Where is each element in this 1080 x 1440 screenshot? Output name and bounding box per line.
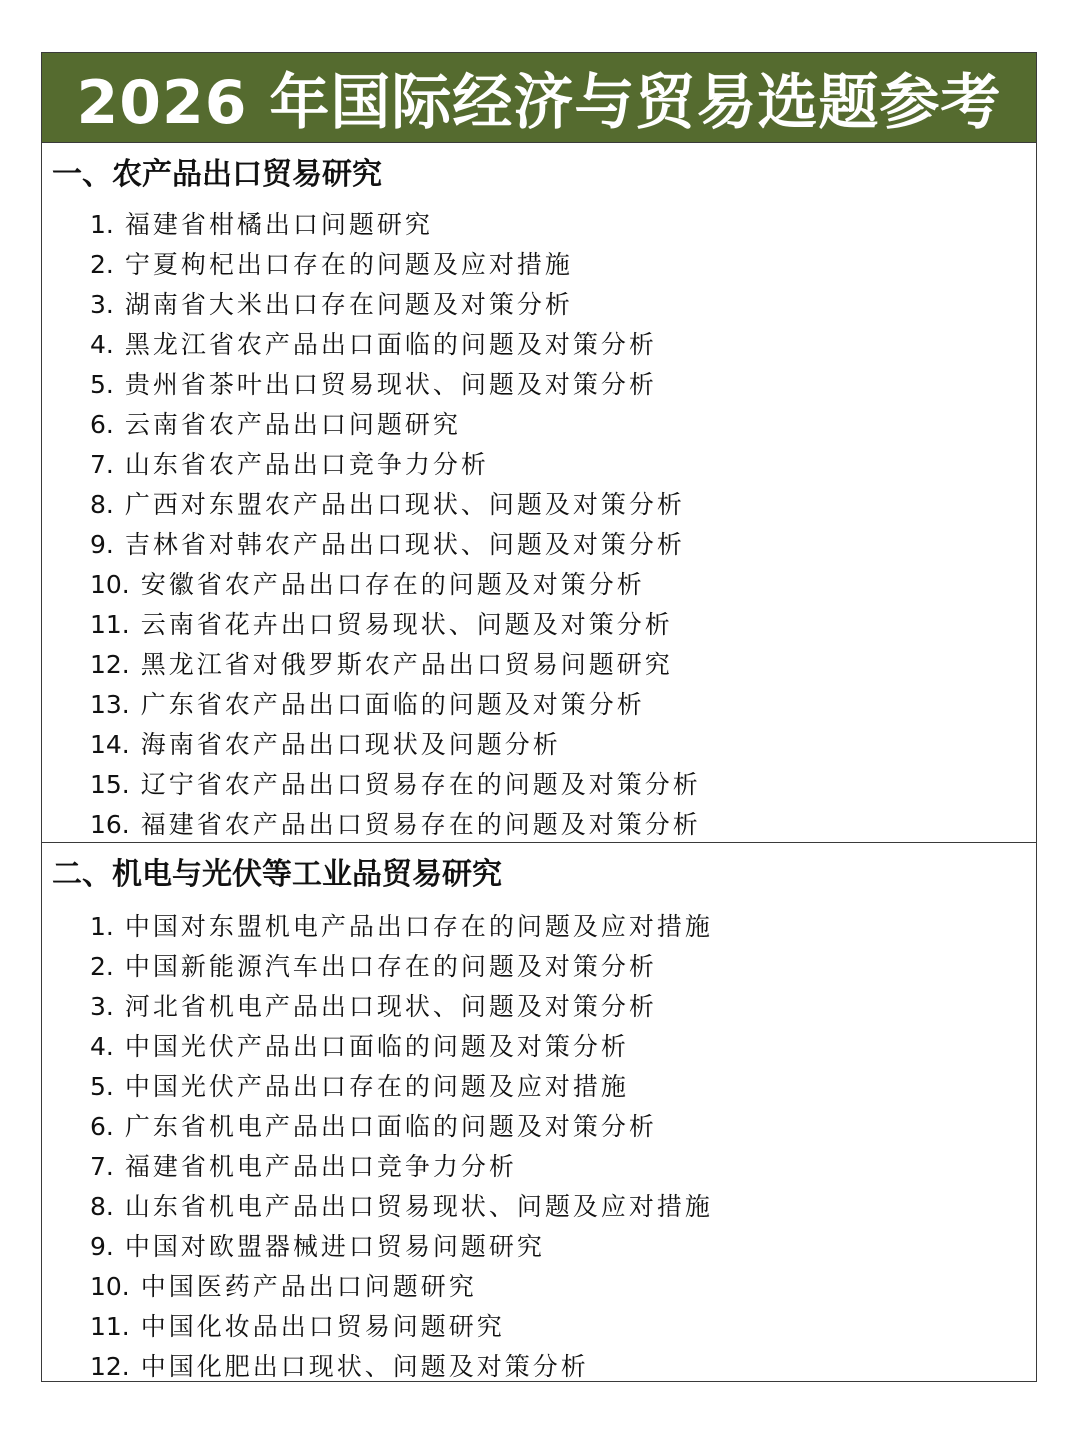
list-item (90, 907, 713, 947)
item-text: 河北省机电产品出口现状、问题及对策分析 (124, 992, 657, 1021)
list-item (90, 1187, 713, 1227)
item-number: 15. (90, 770, 130, 799)
item-text: 湖南省大米出口存在问题及对策分析 (124, 290, 573, 319)
item-number: 8. (90, 1192, 114, 1221)
list-item (90, 245, 701, 285)
item-number: 11. (90, 610, 130, 639)
item-text: 广西对东盟农产品出口现状、问题及对策分析 (124, 490, 685, 519)
item-text: 福建省机电产品出口竞争力分析 (124, 1152, 517, 1181)
item-number: 1. (90, 912, 114, 941)
item-number: 16. (90, 810, 130, 839)
item-number: 5. (90, 1072, 114, 1101)
item-text: 福建省柑橘出口问题研究 (124, 210, 433, 239)
list-item (90, 645, 701, 685)
list-item (90, 445, 701, 485)
item-number: 13. (90, 690, 130, 719)
list-item (90, 1307, 713, 1347)
item-number: 4. (90, 330, 114, 359)
item-number: 14. (90, 730, 130, 759)
topic-list (90, 205, 701, 845)
item-text: 中国医药产品出口问题研究 (140, 1272, 477, 1301)
item-number: 2. (90, 250, 114, 279)
list-item (90, 725, 701, 765)
item-number: 6. (90, 410, 114, 439)
item-text: 广东省农产品出口面临的问题及对策分析 (140, 690, 645, 719)
item-number: 4. (90, 1032, 114, 1061)
item-text: 吉林省对韩农产品出口现状、问题及对策分析 (124, 530, 685, 559)
item-number: 10. (90, 570, 130, 599)
item-text: 山东省农产品出口竞争力分析 (124, 450, 489, 479)
title-banner (42, 53, 1036, 143)
item-number: 9. (90, 530, 114, 559)
item-text: 中国对欧盟器械进口贸易问题研究 (124, 1232, 545, 1261)
list-item (90, 605, 701, 645)
item-text: 中国对东盟机电产品出口存在的问题及应对措施 (124, 912, 713, 941)
item-number: 3. (90, 290, 114, 319)
list-item (90, 1147, 713, 1187)
list-item (90, 987, 713, 1027)
list-item (90, 525, 701, 565)
item-number: 6. (90, 1112, 114, 1141)
item-text: 辽宁省农产品出口贸易存在的问题及对策分析 (140, 770, 701, 799)
list-item (90, 485, 701, 525)
item-number: 12. (90, 1352, 130, 1381)
list-item (90, 947, 713, 987)
item-number: 1. (90, 210, 114, 239)
list-item (90, 805, 701, 845)
list-item (90, 405, 701, 445)
item-number: 7. (90, 450, 114, 479)
list-item (90, 1267, 713, 1307)
item-text: 云南省农产品出口问题研究 (124, 410, 461, 439)
list-item (90, 1227, 713, 1267)
item-text: 黑龙江省农产品出口面临的问题及对策分析 (124, 330, 657, 359)
item-number: 12. (90, 650, 130, 679)
list-item (90, 1107, 713, 1147)
page-title: 2026 年国际经济与贸易选题参考 (76, 67, 1002, 138)
topic-list (90, 907, 713, 1387)
section-heading: 二、机电与光伏等工业品贸易研究 (52, 857, 502, 892)
section-heading: 一、农产品出口贸易研究 (52, 157, 382, 192)
item-text: 海南省农产品出口现状及问题分析 (140, 730, 561, 759)
item-text: 云南省花卉出口贸易现状、问题及对策分析 (140, 610, 673, 639)
list-item (90, 685, 701, 725)
item-text: 宁夏枸杞出口存在的问题及应对措施 (124, 250, 573, 279)
list-item (90, 285, 701, 325)
item-text: 安徽省农产品出口存在的问题及对策分析 (140, 570, 645, 599)
item-text: 中国光伏产品出口存在的问题及应对措施 (124, 1072, 629, 1101)
item-text: 广东省机电产品出口面临的问题及对策分析 (124, 1112, 657, 1141)
item-text: 黑龙江省对俄罗斯农产品出口贸易问题研究 (140, 650, 673, 679)
item-text: 中国光伏产品出口面临的问题及对策分析 (124, 1032, 629, 1061)
list-item (90, 1067, 713, 1107)
section-industrial (42, 843, 1036, 1381)
item-number: 7. (90, 1152, 114, 1181)
item-text: 福建省农产品出口贸易存在的问题及对策分析 (140, 810, 701, 839)
list-item (90, 1027, 713, 1067)
list-item (90, 365, 701, 405)
item-number: 5. (90, 370, 114, 399)
item-text: 中国化肥出口现状、问题及对策分析 (140, 1352, 589, 1381)
section-agricultural (42, 143, 1036, 843)
item-number: 9. (90, 1232, 114, 1261)
item-number: 2. (90, 952, 114, 981)
list-item (90, 565, 701, 605)
list-item (90, 205, 701, 245)
item-number: 11. (90, 1312, 130, 1341)
item-text: 贵州省茶叶出口贸易现状、问题及对策分析 (124, 370, 657, 399)
item-text: 山东省机电产品出口贸易现状、问题及应对措施 (124, 1192, 713, 1221)
item-text: 中国化妆品出口贸易问题研究 (140, 1312, 505, 1341)
list-item (90, 325, 701, 365)
item-number: 10. (90, 1272, 130, 1301)
list-item (90, 765, 701, 805)
item-number: 8. (90, 490, 114, 519)
list-item (90, 1347, 713, 1387)
topic-sheet (41, 52, 1037, 1382)
item-text: 中国新能源汽车出口存在的问题及对策分析 (124, 952, 657, 981)
item-number: 3. (90, 992, 114, 1021)
